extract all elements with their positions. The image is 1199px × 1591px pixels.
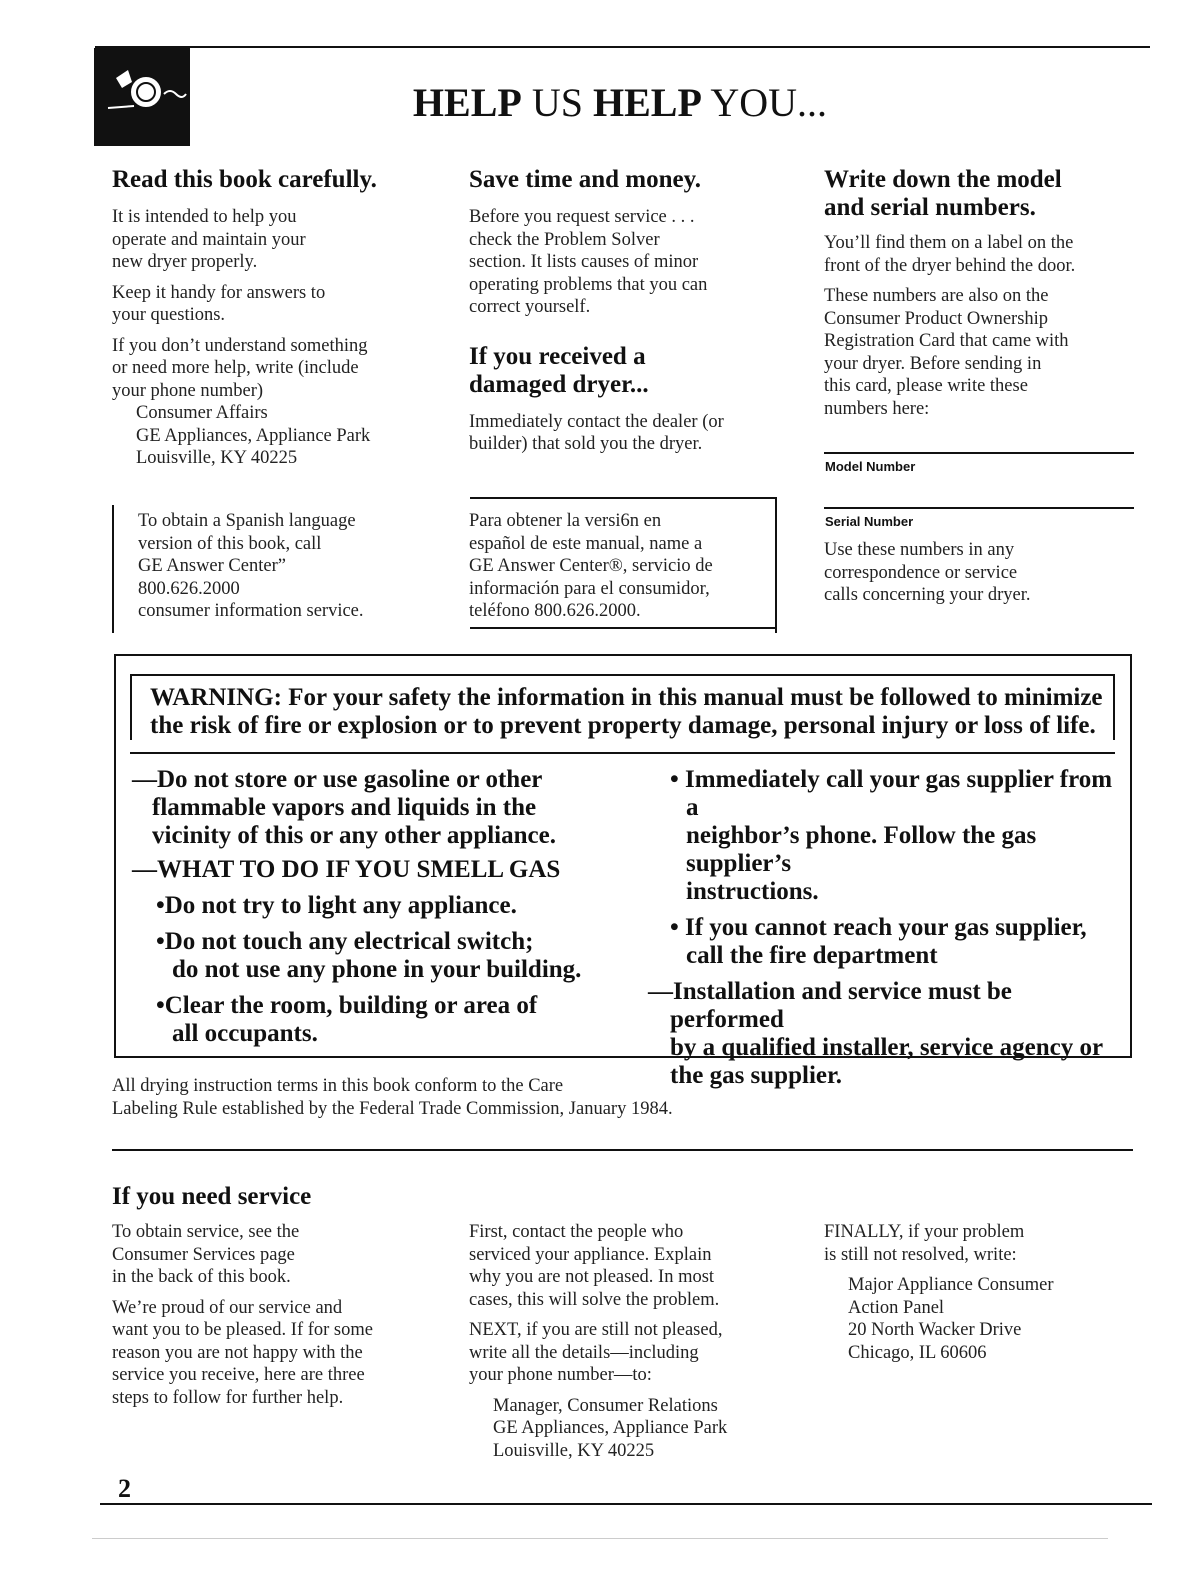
care-labeling-note: All drying instruction terms in this book conform to the Care Labeling Rule established by the Federal Trade Commission, January 1984. [112,1076,673,1119]
model-serial-p2: These numbers are also on the Consumer Product Ownership Registration Card that came with your dryer. Before sending in this card, please write these numbers here: [824,286,1069,419]
spanish-info-espanol: Para obtener la versi6n en español de este manual, name a GE Answer Center®, servicio de información para el consumidor, teléfono 800.626.2000. [469,511,713,621]
warning-box-right [1130,654,1132,1058]
serial-number-label: Serial Number [825,514,914,529]
warning-inner-bottom [130,752,1115,754]
warning-no-gasoline: —Do not store or use gasoline or other flammable vapors and liquids in the vicinity of this or any other appliance. [132,766,556,849]
read-book-p2: Keep it handy for answers to your questions. [112,282,326,325]
model-serial-p1: You’ll find them on a label on the front of the dryer behind the door. [824,233,1076,276]
model-serial-heading: Write down the model and serial numbers. [824,166,1062,221]
title-help-1: HELP [412,80,522,125]
service-divider [112,1149,1133,1151]
warning-left-column [132,766,612,1048]
col-read-book [112,166,442,470]
save-time-heading: Save time and money. [469,166,701,193]
warning-box-left [114,654,116,1058]
col-model-serial [824,166,1134,420]
warning-right-column [648,766,1118,1090]
bottom-rule [100,1503,1152,1505]
damaged-dryer-p: Immediately contact the dealer (or builder) that sold you the dryer. [469,411,724,454]
warning-inner-top [130,674,1115,676]
header-icon-block [94,48,190,146]
warning-no-switch: •Do not touch any electrical switch; do not use any phone in your building. [156,928,582,983]
page-title [330,80,910,126]
warning-no-light: •Do not try to light any appliance. [156,892,517,919]
read-book-p3: If you don’t understand something or need more help, write (include your phone number) [112,335,368,401]
col-save-time [469,166,789,456]
read-book-heading: Read this book carefully. [112,166,377,193]
damaged-dryer-heading: If you received a damaged dryer... [469,342,649,398]
warning-call-supplier: • Immediately call your gas supplier from a neighbor’s phone. Follow the gas supplier’s instructions. [670,766,1113,905]
title-help-2: HELP [592,80,702,125]
warning-heading: WARNING: For your safety the information in this manual must be followed to minimize the risk of fire or explosion or to prevent property damage, personal injury or loss of life. [150,684,1103,739]
spanish-box-right-border [775,497,777,633]
warning-box-top [114,654,1132,656]
dryer-icon [94,48,190,146]
service-heading: If you need service [112,1183,312,1210]
spanish-box-top-rule [470,497,776,499]
service-col1 [112,1221,442,1409]
warning-smell-gas: —WHAT TO DO IF YOU SMELL GAS [132,856,561,883]
service-c2-address: Manager, Consumer Relations GE Appliances, Appliance Park Louisville, KY 40225 [493,1395,728,1461]
model-number-line [824,452,1134,454]
read-book-p1: It is intended to help you operate and maintain your new dryer properly. [112,207,306,272]
warning-fire-department: • If you cannot reach your gas supplier, call the fire department [670,914,1087,969]
warning-inner-left [130,674,132,740]
service-c1-p2: We’re proud of our service and want you to be pleased. If for some reason you are not happy with the service you receive, here are three steps to follow for further help. [112,1297,373,1408]
service-c1-p1: To obtain service, see the Consumer Services page in the back of this book. [112,1222,300,1287]
bottom-faint-rule [92,1538,1108,1539]
save-time-p1: Before you request service . . . check the Problem Solver section. It lists causes of minor operating problems that you can correct yourself. [469,207,708,317]
spanish-box-left-border [112,505,114,633]
warning-inner-right [1113,674,1115,740]
model-number-label: Model Number [825,459,916,474]
spanish-info-english: To obtain a Spanish language version of this book, call GE Answer Center” 800.626.2000 consumer information service. [138,511,364,621]
service-col2 [469,1221,789,1462]
model-serial-p3: Use these numbers in any correspondence or service calls concerning your dryer. [824,540,1031,605]
spanish-box-bottom-rule [470,627,776,629]
page-number: 2 [118,1474,131,1503]
consumer-affairs-address: Consumer Affairs GE Appliances, Appliance Park Louisville, KY 40225 [136,403,371,468]
title-you: YOU... [701,80,828,125]
warning-clear-room: •Clear the room, building or area of all occupants. [156,992,538,1047]
serial-number-line [824,507,1134,509]
warning-installation: —Installation and service must be performed by a qualified installer, service agency or the gas supplier. [648,978,1104,1089]
service-col3 [824,1221,1134,1364]
title-us: US [521,80,593,125]
top-rule [95,46,1150,48]
service-c3-address: Major Appliance Consumer Action Panel 20 North Wacker Drive Chicago, IL 60606 [848,1275,1054,1363]
service-c2-p2: NEXT, if you are still not pleased, write all the details—including your phone number—to: [469,1320,723,1385]
service-c3-p1: FINALLY, if your problem is still not resolved, write: [824,1222,1025,1265]
service-c2-p1: First, contact the people who serviced your appliance. Explain why you are not pleased. In most cases, this will solve the problem. [469,1222,720,1310]
